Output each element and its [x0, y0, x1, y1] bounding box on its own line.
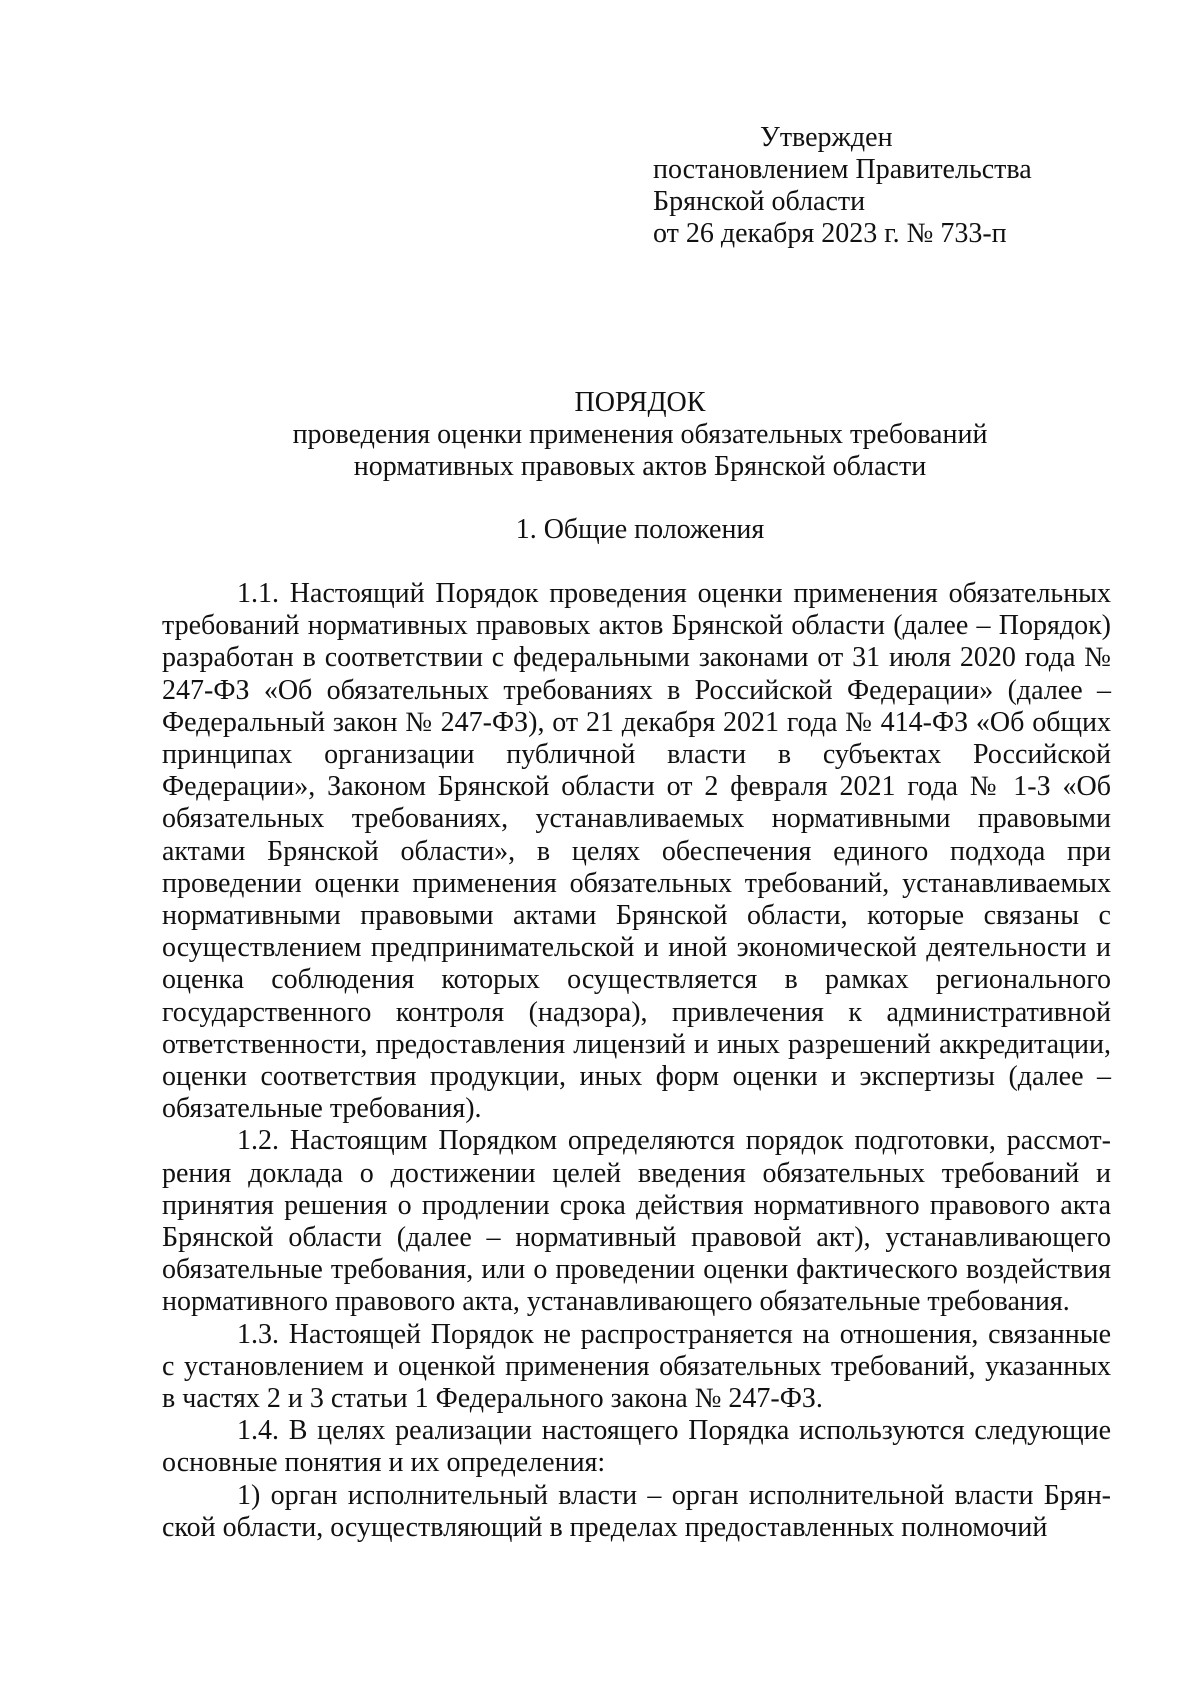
document-title [160, 387, 1120, 483]
section-heading: 1. Общие положения [515, 514, 765, 545]
paragraph-1-1: 1.1. Настоящий Порядок проведения оценки применения обязательных требований нормативных правовых актов Брянской области (далее – Порядок) разработан в соответствии с федеральными законами от 31 июля 2020 года № 247-ФЗ «Об обязательных требованиях в Российской Федерации» (далее – Федеральный закон № 247-ФЗ), от 21 декабря 2021 года № 414-ФЗ «Об общих принципах организации публичной власти в субъектах Российской Федерации», Законом Брянской области от 2 февраля 2021 года № 1-З «Об обязательных требованиях, устанавливаемых нормативными правовыми актами Брянской области», в целях обеспечения единого подхода при проведении оценки применения обязательных требований, устанавливаемых нормативными правовыми актами Брянской области, которые связаны с осуществлением предпринимательской и иной экономической деятельности и оценка соблюдения которых осуществляется в рамках регионального государственного контроля (надзора), привлечения к административной ответственности, предоставления лицензий и иных разрешений аккредитации, оценки соответствия продукции, иных форм оценки и экспертизы (далее – обязательные требования). [162, 578, 1111, 1125]
approval-line-approved: Утвержден [760, 122, 893, 153]
paragraph-1-4: 1.4. В целях реализации настоящего Порядка используются следующие основные понятия и их определения: [162, 1415, 1111, 1479]
title-heading: ПОРЯДОК [574, 387, 706, 418]
paragraph-1-3: 1.3. Настоящей Порядок не распространяется на отношения, связанные с установлением и оценкой применения обязательных требований, указанных в частях 2 и 3 статьи 1 Федерального закона № 247-ФЗ. [162, 1318, 1111, 1415]
approval-stamp [653, 122, 1113, 250]
approval-line-resolution: постановлением Правительства [653, 154, 1032, 185]
document-body [162, 578, 1111, 1544]
paragraph-1-2: 1.2. Настоящим Порядком определяются порядок подготовки, рассмотрения доклада о достижении целей введения обязательных требований и принятия решения о продлении срока действия нормативного правового акта Брянской области (далее – нормативный правовой акт), устанавливающего обязательные требования, или о проведении оценки фактического воздействия нормативного правового акта, устанавливающего обязательные требования. [162, 1125, 1111, 1318]
paragraph-definition-1: 1) орган исполнительный власти – орган исполнительной власти Брянской области, осуществляющий в пределах предоставленных полномочий [162, 1479, 1111, 1543]
title-subtitle-line-1: проведения оценки применения обязательных требований [292, 419, 988, 450]
approval-line-region: Брянской области [653, 186, 866, 217]
title-subtitle-line-2: нормативных правовых актов Брянской области [353, 451, 927, 482]
approval-line-date-number: от 26 декабря 2023 г. № 733-п [653, 218, 1007, 249]
